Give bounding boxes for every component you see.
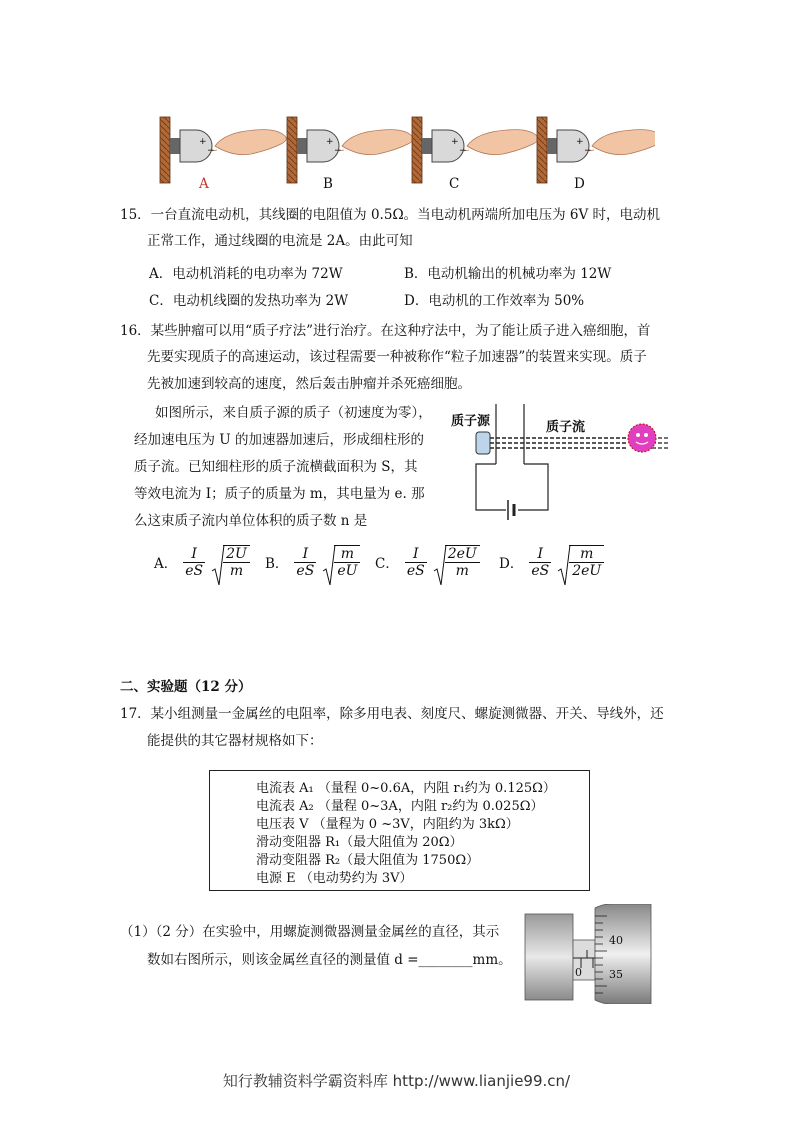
q16-choice-a: [154, 545, 250, 579]
q16-choice-a-fraction: [183, 546, 205, 579]
tumor-cell-icon: [628, 424, 656, 452]
q17-line2: 能提供的其它器材规格如下：: [147, 733, 323, 749]
q16-choice-d-sqrt: [557, 545, 604, 579]
q17-sub1-line1: （1）（2 分）在实验中，用螺旋测微器测量金属丝的直径，其示: [120, 924, 500, 940]
rad-num: 2U: [226, 546, 247, 562]
q16-choice-c: [375, 545, 480, 579]
figure-label-d: D: [574, 176, 585, 192]
frac-den: eS: [406, 562, 425, 579]
figure-label-c: C: [449, 176, 460, 192]
q15-option-b: B．电动机输出的机械功率为 12W: [404, 266, 612, 282]
equipment-box: [209, 770, 590, 891]
micrometer-label-0: 0: [575, 966, 582, 979]
q16-choice-b-label: B．: [265, 556, 289, 572]
q16-choice-c-label: C．: [375, 556, 399, 572]
micrometer-label-35: 35: [609, 968, 623, 981]
q16-choice-b-sqrt: [322, 545, 360, 579]
rad-den: m: [223, 562, 250, 579]
micrometer-figure: [523, 904, 653, 1004]
rad-den: eU: [334, 562, 360, 579]
frac-num: I: [302, 545, 309, 562]
sqrt-icon: [211, 545, 225, 587]
q15-option-d: D．电动机的工作效率为 50%: [404, 293, 585, 309]
q16-line2: 先要实现质子的高速运动，该过程需要一种被称作“粒子加速器”的装置来实现。质子: [147, 349, 647, 365]
figure-label-b: B: [323, 176, 333, 192]
fig-label-source: 质子源: [451, 414, 491, 429]
q16-choice-b-fraction: [294, 546, 316, 579]
footer-watermark: 知行教辅资料学霸资料库 http://www.lianjie99.cn/: [222, 1072, 571, 1090]
svg-text:+: +: [199, 137, 207, 147]
q17-sub1-line2: 数如右图所示，则该金属丝直径的测量值 d =________mm。: [147, 952, 512, 968]
rad-num: 2eU: [447, 546, 477, 562]
sqrt-icon: [322, 545, 336, 587]
q16-line8: 么这束质子流内单位体积的质子数 n 是: [134, 513, 368, 529]
sqrt-icon: [433, 545, 447, 587]
fig-label-stream: 质子流: [546, 420, 586, 435]
frac-num: I: [413, 545, 419, 562]
q16-choice-d: [499, 545, 604, 579]
q15-option-a: A．电动机消耗的电功率为 72W: [149, 266, 343, 282]
q15-stem-line2: 正常工作，通过线圈的电流是 2A。由此可知: [147, 233, 413, 249]
q16-choice-a-label: A．: [154, 556, 178, 572]
equipment-item: 电流表 A₂ （量程 0~3A，内阻 r₂约为 0.025Ω）: [256, 799, 544, 814]
q16-choice-d-fraction: [529, 546, 551, 579]
sqrt-icon: [557, 545, 571, 587]
q15-stem-line1: 15．一台直流电动机，其线圈的电阻值为 0.5Ω。当电动机两端所加电压为 6V 时，电动机: [120, 207, 661, 223]
figure-label-a: A: [199, 176, 209, 192]
frac-den: eS: [531, 562, 550, 579]
rad-num: m: [580, 546, 594, 562]
equipment-item: 滑动变阻器 R₁（最大阻值为 20Ω）: [256, 835, 463, 850]
q16-line3: 先被加速到较高的速度，然后轰击肿瘤并杀死癌细胞。: [147, 376, 471, 392]
rad-den: 2eU: [569, 562, 604, 579]
q16-line4: 如图所示，来自质子源的质子（初速度为零），: [155, 405, 432, 421]
q16-choice-c-fraction: [405, 546, 427, 579]
q16-line7: 等效电流为 I；质子的质量为 m，其电量为 e. 那: [134, 486, 425, 502]
section2-title: 二、实验题（12 分）: [120, 679, 252, 695]
svg-text:−: −: [207, 146, 215, 156]
frac-num: I: [191, 545, 197, 562]
q16-choice-c-sqrt: [433, 545, 480, 579]
q16-choice-a-sqrt: [211, 545, 250, 579]
micrometer-label-40: 40: [609, 934, 623, 947]
q17-line1: 17．某小组测量一金属丝的电阻率，除多用电表、刻度尺、螺旋测微器、开关、导线外，还: [120, 706, 664, 722]
equipment-item: 电压表 V （量程为 0 ~3V，内阻约为 3kΩ）: [256, 817, 519, 832]
equipment-item: 电源 E （电动势约为 3V）: [256, 871, 413, 886]
frac-den: eS: [296, 562, 315, 579]
rad-den: m: [445, 562, 480, 579]
q16-choice-b: [265, 545, 360, 579]
micrometer-svg: [523, 904, 653, 1004]
q16-line6: 质子流。已知细柱形的质子流横截面积为 S，其: [134, 459, 418, 475]
q16-line1: 16．某些肿瘤可以用“质子疗法”进行治疗。在这种疗法中，为了能让质子进入癌细胞，首: [120, 323, 651, 339]
frac-den: eS: [185, 562, 204, 579]
equipment-item: 滑动变阻器 R₂（最大阻值为 1750Ω）: [256, 853, 480, 868]
frac-num: I: [537, 545, 544, 562]
q16-line5: 经加速电压为 U 的加速器加速后，形成细柱形的: [134, 432, 424, 448]
rad-num: m: [340, 546, 354, 562]
equipment-item: 电流表 A₁ （量程 0~0.6A，内阻 r₁约为 0.125Ω）: [256, 781, 556, 796]
q15-option-c: C．电动机线圈的发热功率为 2W: [149, 293, 349, 309]
q16-choice-d-label: D．: [499, 556, 524, 572]
